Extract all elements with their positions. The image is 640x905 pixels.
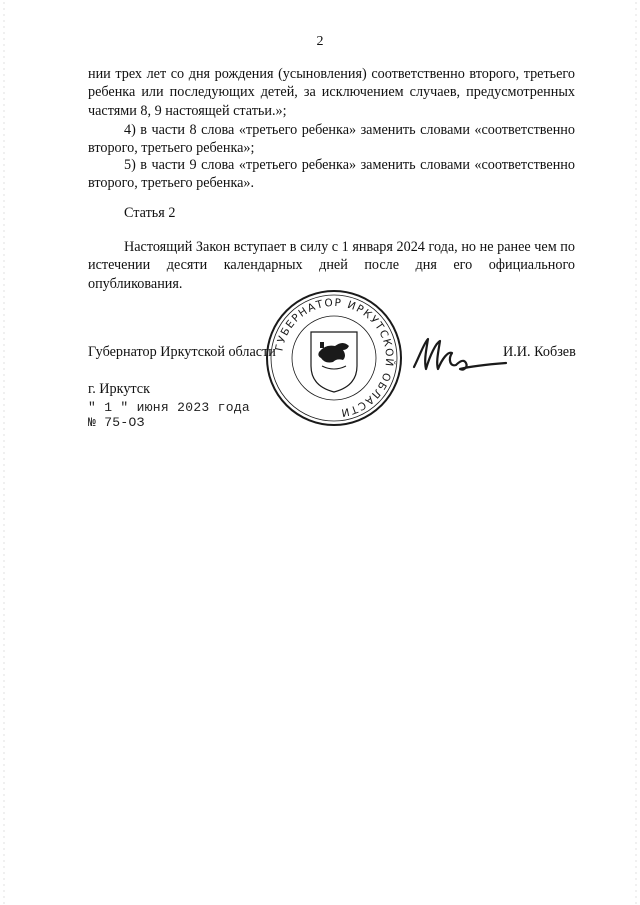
- law-number: № 75-ОЗ: [88, 415, 145, 430]
- paragraph-continuation: нии трех лет со дня рождения (усыновления) соответственно второго, третьего ребенка или последующих детей, за исключением случаев, предусмотренных частями 8, 9 настоящей статьи.»;: [88, 66, 575, 119]
- signer-name: И.И. Кобзев: [503, 344, 576, 360]
- seal-text: ГУБЕРНАТОР ИРКУТСКОЙ ОБЛАСТИ: [273, 296, 396, 419]
- paragraph-item-5: 5) в части 9 слова «третьего ребенка» заменить словами «соответственно второго, третьего ребенка».: [88, 157, 575, 192]
- scan-margin-left: [3, 0, 5, 905]
- article-heading: Статья 2: [124, 205, 176, 221]
- coat-of-arms-icon: [311, 332, 357, 392]
- signing-date: " 1 " июня 2023 года: [88, 400, 251, 415]
- scan-margin-right: [635, 0, 637, 905]
- signer-title: Губернатор Иркутской области: [88, 344, 276, 360]
- paragraph-item-4: 4) в части 8 слова «третьего ребенка» заменить словами «соответственно второго, третьего ребенка»;: [88, 122, 575, 157]
- paragraph-effective-date: Настоящий Закон вступает в силу с 1 января 2024 года, но не ранее чем по истечении десяти календарных дней после дня его официального опубликования.: [88, 239, 575, 292]
- handwritten-signature: [410, 325, 510, 385]
- place-of-signing: г. Иркутск: [88, 381, 150, 397]
- official-seal: [264, 288, 404, 428]
- page-number: 2: [316, 34, 324, 49]
